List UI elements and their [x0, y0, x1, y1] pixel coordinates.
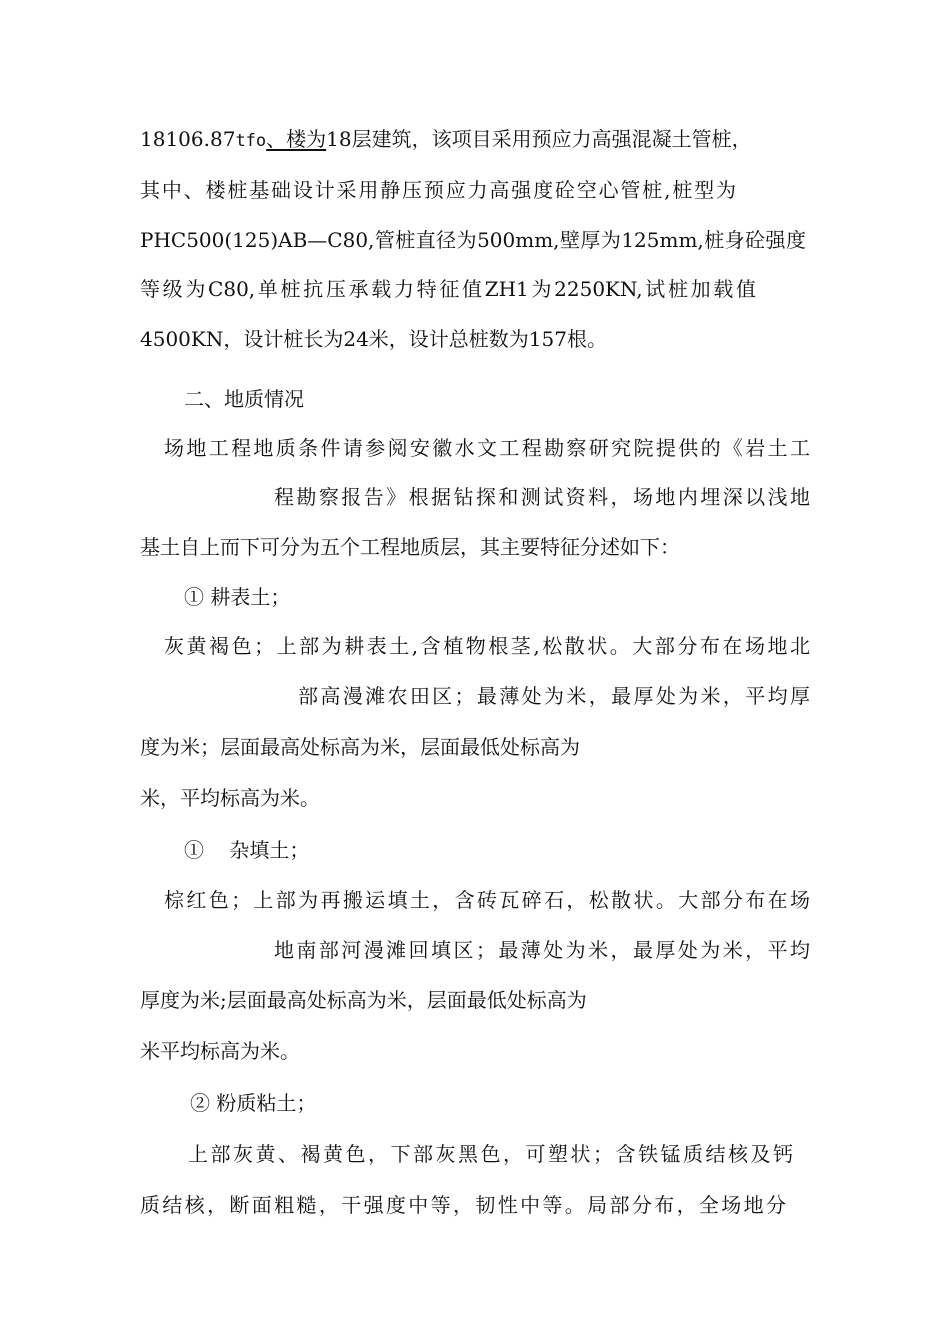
layer-1-line-2: 部高漫滩农田区；最薄处为米，最厚处为米，平均厚 [298, 684, 810, 708]
layer-1-line-4: 米，平均标高为米。 [140, 786, 320, 810]
layer-3-line-1: 上部灰黄、褐黄色，下部灰黑色，可塑状；含铁锰质结核及钙 [188, 1142, 793, 1166]
intro-line-1 [140, 122, 752, 156]
layer-1-heading: ① 耕表土； [184, 585, 291, 609]
layer-2-line-3: 厚度为米;层面最高处标高为米，层面最低处标高为 [140, 988, 587, 1012]
intro-area-number: 18106.87 [140, 127, 236, 151]
intro-line-5: 4500KN，设计桩长为24米，设计总桩数为157根。 [140, 327, 607, 351]
layer-2-line-4: 米平均标高为米。 [140, 1039, 300, 1063]
layer-1-line-1: 灰黄褐色；上部为耕表土,含植物根茎,松散状。大部分布在场地北 [164, 634, 810, 658]
intro-underlined-text: 、楼为 [266, 127, 327, 151]
layer-2-line-1: 棕红色；上部为再搬运填土，含砖瓦碎石，松散状。大部分布在场 [164, 888, 810, 912]
layer-2-line-2: 地南部河漫滩回填区；最薄处为米，最厚处为米，平均 [274, 938, 810, 962]
intro-line-4: 等级为C80,单桩抗压承载力特征值ZH1为2250KN,试桩加载值 [140, 277, 756, 301]
intro-line-3: PHC500(125)AB—C80,管桩直径为500mm,壁厚为125mm,桩身砼强度 [140, 228, 806, 252]
layer-1-line-3: 度为米；层面最高处标高为米，层面最低处标高为 [140, 735, 580, 759]
intro-area-unit: tfo [235, 131, 267, 151]
intro-line-1-rest: 18层建筑，该项目采用预应力高强混凝土管桩， [326, 127, 752, 151]
intro-line-2: 其中、楼桩基础设计采用静压预应力高强度砼空心管桩,桩型为 [140, 178, 736, 202]
geology-line-1: 场地工程地质条件请参阅安徽水文工程勘察研究院提供的《岩土工 [164, 436, 810, 460]
geology-line-2: 程勘察报告》根据钻探和测试资料，场地内埋深以浅地 [274, 485, 810, 509]
layer-2-heading: ① 杂填土； [184, 838, 310, 862]
geology-line-3: 基土自上而下可分为五个工程地质层，其主要特征分述如下： [140, 535, 680, 559]
layer-3-line-2: 质结核，断面粗糙，干强度中等，韧性中等。局部分布，全场地分 [140, 1193, 786, 1217]
section-heading-geology: 二、地质情况 [184, 387, 304, 411]
layer-3-heading: ② 粉质粘土； [190, 1091, 317, 1115]
